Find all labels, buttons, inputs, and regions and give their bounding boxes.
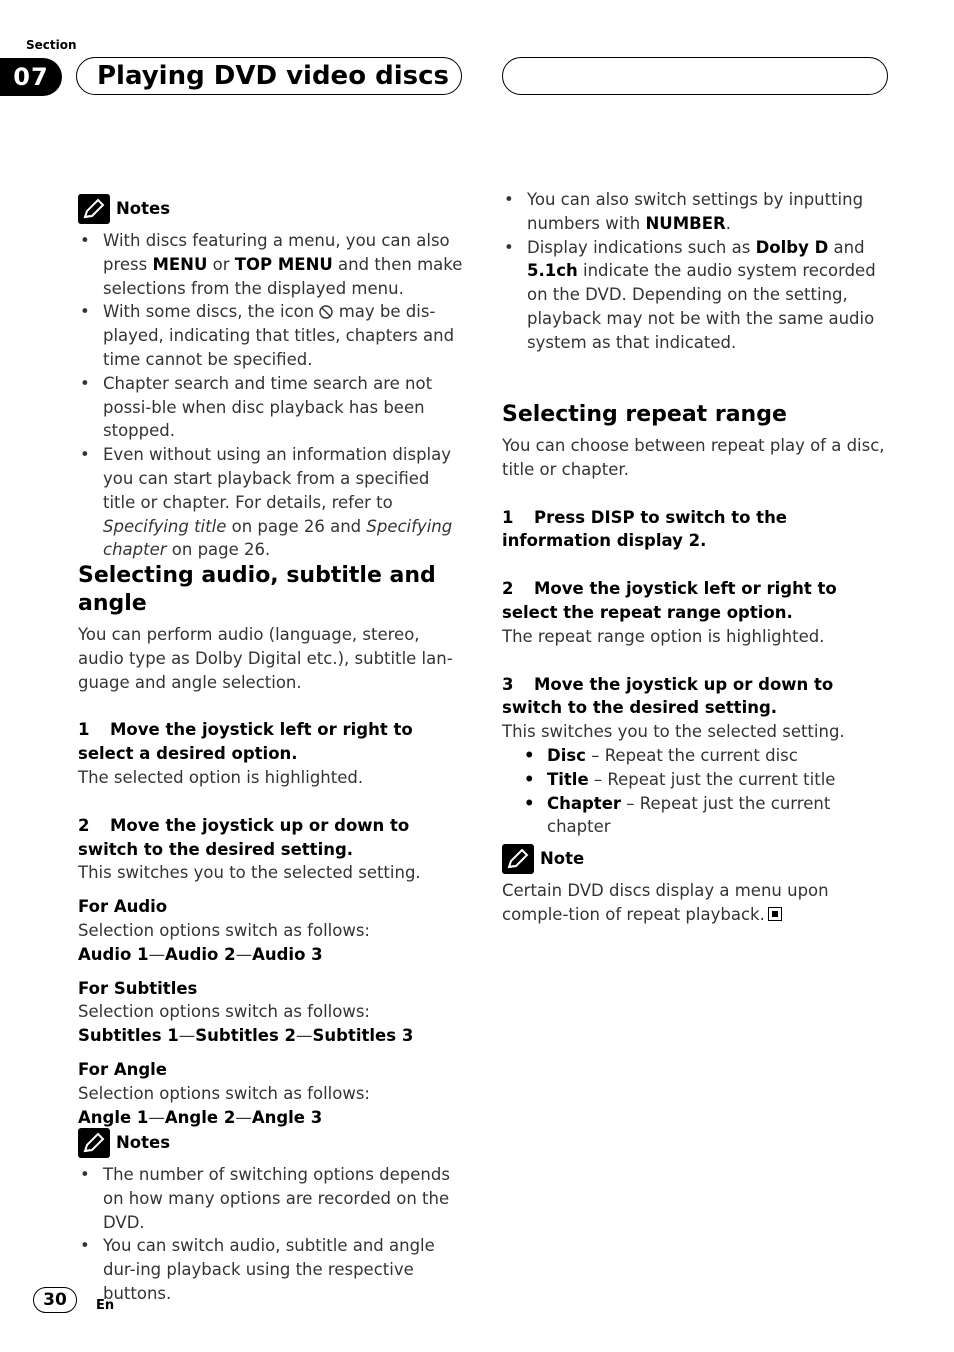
notes-block-1 [78, 193, 464, 562]
audio-heading: For Audio [78, 897, 168, 917]
subtitles-options: Subtitles 1—Subtitles 2—Subtitles 3 [78, 1026, 414, 1046]
list-item: • Chapter – Repeat just the current chapter [502, 792, 888, 840]
audio-subtitle-angle-section [78, 562, 464, 1129]
list-item: • Chapter search and time search are not possi-ble when disc playback has been stopped. [78, 372, 464, 443]
section-intro: You can perform audio (language, stereo, audio type as Dolby Digital etc.), subtitle lan-guage and angle selection. [78, 625, 453, 692]
step-3-desc: This switches you to the selected setting. [502, 722, 845, 742]
list-item: • With discs featuring a menu, you can also press MENU or TOP MENU and then make selections from the displayed menu. [78, 229, 464, 300]
list-item: • Title – Repeat just the current title [502, 768, 888, 792]
subtitles-desc: Selection options switch as follows: [78, 1002, 370, 1022]
note-block [502, 843, 888, 927]
notes-heading [78, 1127, 464, 1159]
section-heading: Selecting audio, subtitle and angle [78, 563, 436, 616]
list-item: • Display indications such as Dolby D and 5.1ch indicate the audio system recorded on the DVD. Depending on the setting, playback may not be with the same audio system as that indicated. [502, 236, 888, 355]
step-2-desc: This switches you to the selected setting. [78, 863, 421, 883]
step-1-desc: The selected option is highlighted. [78, 767, 364, 787]
notes-block-2 [78, 1127, 464, 1306]
audio-options: Audio 1—Audio 2—Audio 3 [78, 944, 323, 964]
step-2-desc: The repeat range option is highlighted. [502, 626, 825, 646]
step-1: 1 Press DISP to switch to the information display 2. [502, 507, 788, 551]
pencil-icon [502, 844, 534, 874]
step-2: 2 Move the joystick up or down to switch to the desired setting. [78, 815, 410, 859]
subtitles-heading: For Subtitles [78, 978, 198, 998]
pencil-icon [78, 1128, 110, 1158]
angle-heading: For Angle [78, 1059, 167, 1079]
page-number: 30 [33, 1287, 77, 1313]
step-2: 2 Move the joystick left or right to select the repeat range option. [502, 579, 837, 622]
pencil-icon [78, 194, 110, 224]
section-heading: Selecting repeat range [502, 402, 787, 427]
audio-desc: Selection options switch as follows: [78, 920, 370, 940]
note-heading [502, 843, 888, 875]
section-intro: You can choose between repeat play of a disc, title or chapter. [502, 436, 885, 479]
step-3: 3 Move the joystick up or down to switch to the desired setting. [502, 674, 834, 718]
notes-list [78, 229, 464, 562]
section-label: Section [26, 38, 77, 52]
page-title: Playing DVD video discs [97, 61, 449, 91]
language-label: En [96, 1298, 115, 1313]
notes-heading [78, 193, 464, 225]
notes-title: Notes [116, 199, 171, 219]
note-title: Note [540, 849, 585, 869]
list-item: • Even without using an information display you can start playback from a specified title or chapter. For details, refer to Specifying title on page 26 and Specifying chapter on page 26. [78, 443, 464, 562]
prohibited-icon [319, 302, 333, 316]
repeat-options-list [502, 744, 888, 839]
list-item: • You can also switch settings by inputting numbers with NUMBER. [502, 188, 888, 236]
step-1: 1 Move the joystick left or right to select a desired option. [78, 720, 413, 764]
list-item: • Disc – Repeat the current disc [502, 744, 888, 768]
angle-options: Angle 1—Angle 2—Angle 3 [78, 1107, 323, 1127]
bullet-list [502, 188, 888, 355]
note-text: Certain DVD discs display a menu upon comple-tion of repeat playback. [502, 881, 829, 924]
notes-title: Notes [116, 1133, 171, 1153]
section-number: 07 [0, 58, 62, 96]
right-bullets [502, 188, 888, 355]
empty-header-box [502, 57, 888, 95]
end-mark-icon [768, 907, 782, 921]
angle-desc: Selection options switch as follows: [78, 1083, 370, 1103]
list-item: • The number of switching options depends on how many options are recorded on the DVD. [78, 1163, 464, 1234]
notes-list [78, 1163, 464, 1306]
title-box [76, 57, 462, 95]
list-item: • With some discs, the icon may be dis-played, indicating that titles, chapters and time cannot be specified. [78, 300, 464, 371]
list-item: • You can switch audio, subtitle and angle dur-ing playback using the respective buttons. [78, 1234, 464, 1305]
repeat-range-section [502, 401, 888, 839]
